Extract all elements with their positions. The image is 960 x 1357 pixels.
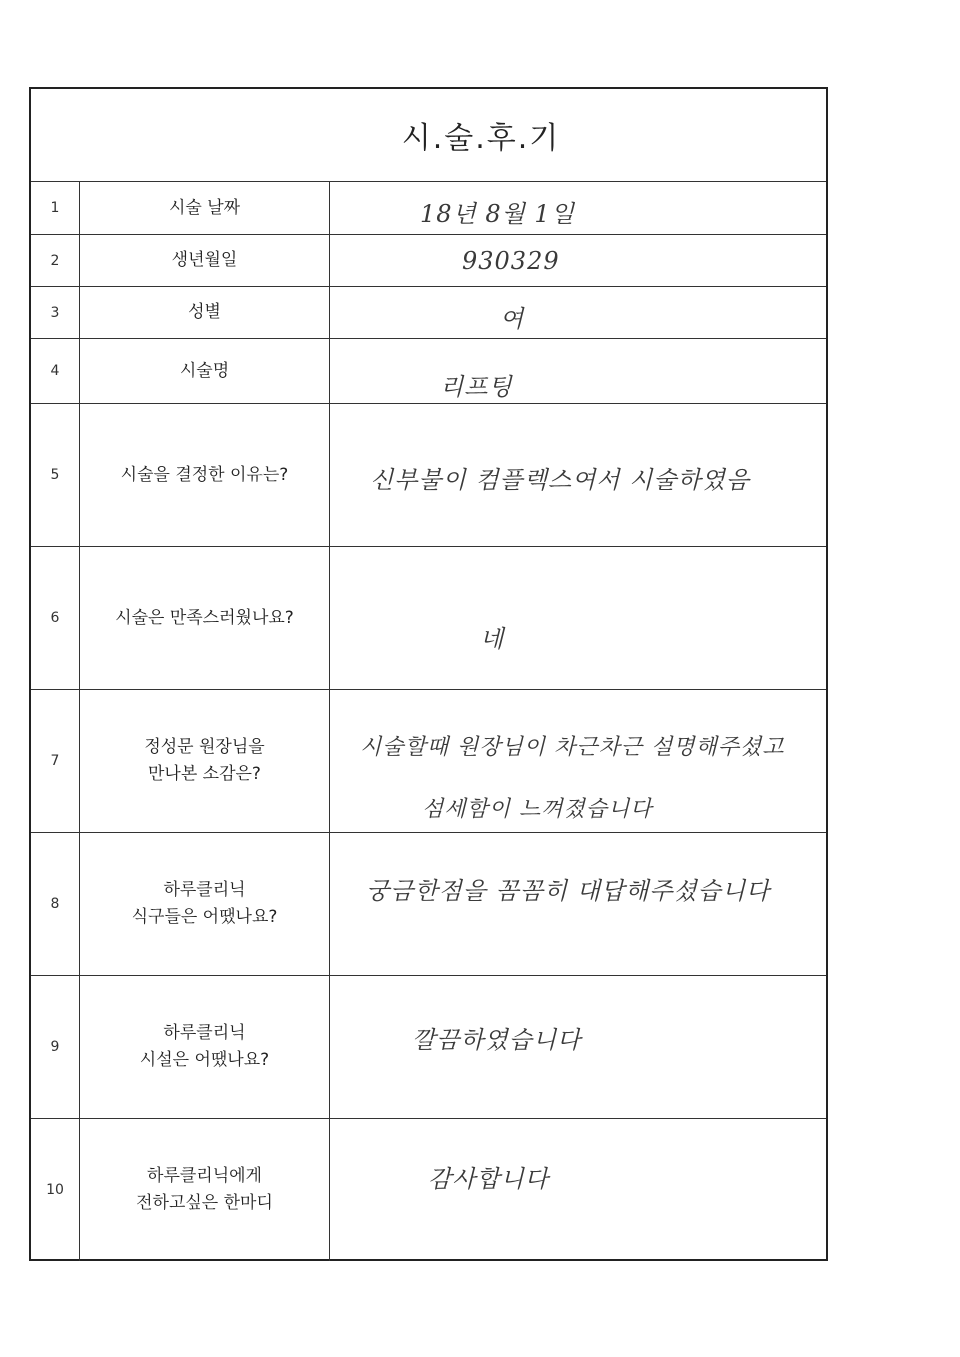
form-row: [31, 976, 826, 1119]
form-row: [31, 690, 826, 833]
row-question: 성별: [80, 287, 330, 338]
row-question: 정성문 원장님을 만나본 소감은?: [80, 690, 330, 832]
row-number: 6: [31, 547, 80, 689]
row-question: 시술을 결정한 이유는?: [80, 404, 330, 546]
row-number: 10: [31, 1119, 80, 1261]
row-answer: [330, 235, 828, 286]
handwritten-answer: 여: [500, 305, 525, 333]
form-title: 시.술.후.기: [401, 121, 561, 156]
row-answer: [330, 287, 828, 338]
handwritten-answer: 깔끔하였습니다: [412, 1026, 582, 1054]
row-number: 5: [31, 404, 80, 546]
row-answer: [330, 182, 828, 234]
form-row: [31, 235, 826, 287]
row-question: 생년월일: [80, 235, 330, 286]
handwritten-answer: 감사합니다: [428, 1165, 549, 1193]
form-row: [31, 182, 826, 235]
form-row: [31, 833, 826, 976]
row-answer: [330, 404, 828, 546]
row-answer: [330, 547, 828, 689]
row-number: 4: [31, 339, 80, 403]
handwritten-answer: 섬세함이 느껴졌습니다: [422, 797, 653, 822]
row-answer: [330, 1119, 828, 1261]
row-question: 시술 날짜: [80, 182, 330, 234]
row-answer: [330, 976, 828, 1118]
row-number: 1: [31, 182, 80, 234]
row-answer: [330, 833, 828, 975]
handwritten-answer: 네: [480, 625, 505, 653]
review-form: [29, 87, 828, 1261]
handwritten-answer: 18년 8월 1일: [420, 200, 575, 228]
form-row: [31, 339, 826, 404]
form-row: [31, 404, 826, 547]
form-row: [31, 1119, 826, 1261]
row-number: 3: [31, 287, 80, 338]
handwritten-answer: 궁금한점을 꼼꼼히 대답해주셨습니다: [366, 877, 771, 905]
title-row: [31, 89, 826, 182]
form-row: [31, 287, 826, 339]
form-row: [31, 547, 826, 690]
row-number: 7: [31, 690, 80, 832]
row-question: 하루클리닉 시설은 어땠나요?: [80, 976, 330, 1118]
handwritten-answer: 시술할때 원장님이 차근차근 설명해주셨고: [360, 735, 785, 760]
row-question: 하루클리닉에게 전하고싶은 한마디: [80, 1119, 330, 1261]
handwritten-answer: 신부불이 컴플렉스여서 시술하였음: [370, 466, 751, 494]
row-question: 시술은 만족스러웠나요?: [80, 547, 330, 689]
row-question: 시술명: [80, 339, 330, 403]
row-number: 2: [31, 235, 80, 286]
row-answer: [330, 690, 828, 832]
row-number: 8: [31, 833, 80, 975]
handwritten-answer: 930329: [462, 247, 560, 275]
row-number: 9: [31, 976, 80, 1118]
row-answer: [330, 339, 828, 403]
handwritten-answer: 리프팅: [440, 373, 513, 401]
row-question: 하루클리닉 식구들은 어땠나요?: [80, 833, 330, 975]
